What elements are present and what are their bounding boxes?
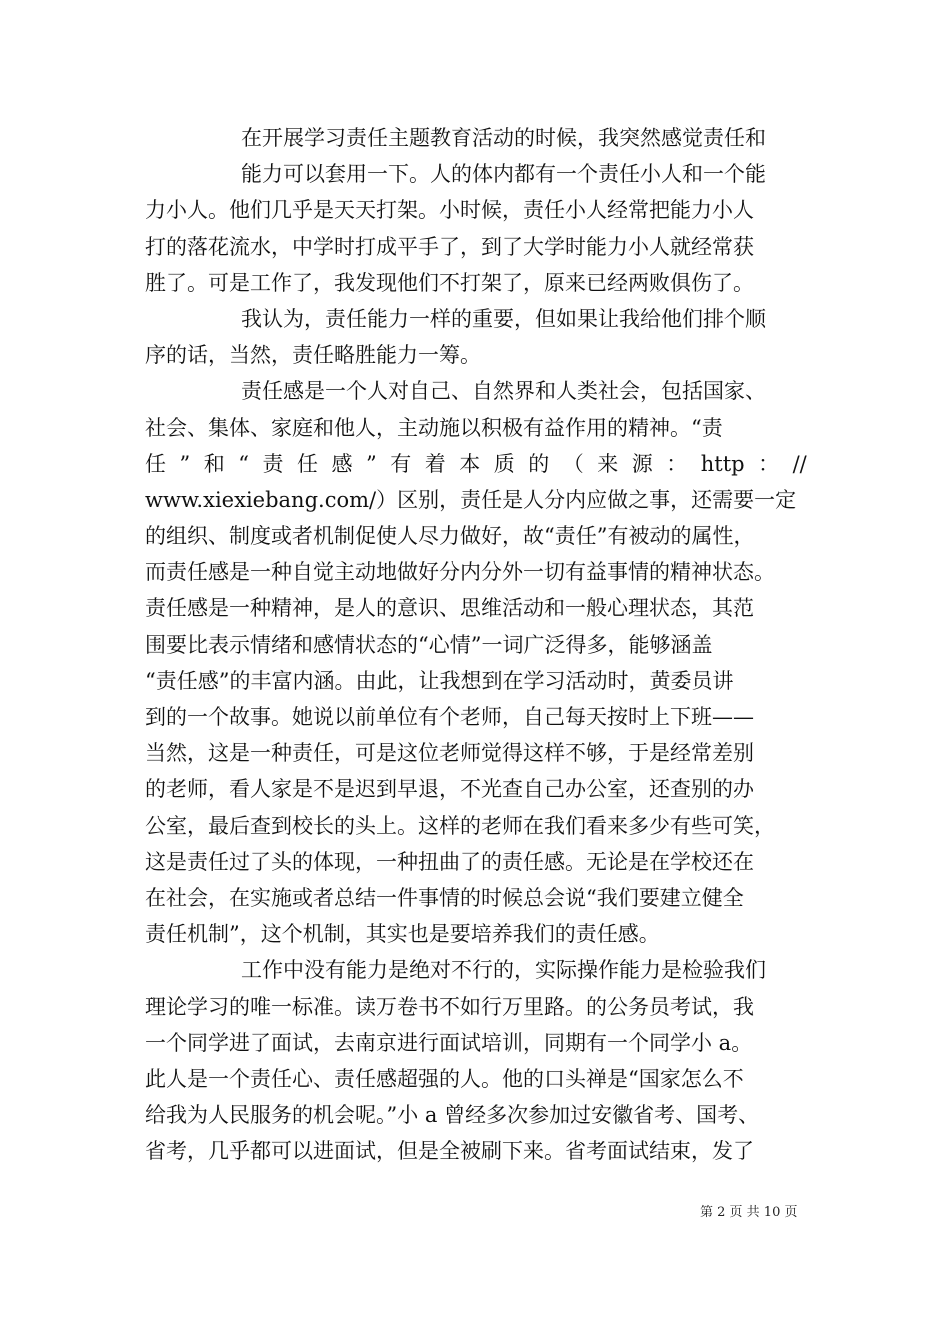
- text-line: 在开展学习责任主题教育活动的时候，我突然感觉责任和: [241, 126, 766, 150]
- page-number: 第 2 页 共 10 页: [700, 1205, 798, 1220]
- text-token: //: [792, 451, 807, 476]
- text-line: “责任感”的丰富内涵。由此，让我想到在学习活动时，黄委员讲: [145, 668, 734, 693]
- text-token: 和: [203, 451, 225, 476]
- text-token: ”: [179, 451, 191, 476]
- text-token: ：: [666, 451, 688, 476]
- text-line: 的组织、制度或者机制促使人尽力做好，故“责任”有被动的属性，: [145, 524, 755, 549]
- text-token: 源: [631, 451, 653, 476]
- text-token: 来: [597, 451, 619, 476]
- text-line: 而责任感是一种自觉主动地做好分内分外一切有益事情的精神状态。: [145, 560, 775, 585]
- text-token: 感: [331, 451, 353, 476]
- text-token: 责: [262, 451, 284, 476]
- text-line: 在社会，在实施或者总结一件事情的时候总会说“我们要建立健全: [145, 885, 744, 910]
- text-line: 此人是一个责任心、责任感超强的人。他的口头禅是“国家怎么不: [145, 1066, 744, 1091]
- text-line: 这是责任过了头的体现，一种扭曲了的责任感。无论是在学校还在: [145, 849, 754, 874]
- text-line: 到的一个故事。她说以前单位有个老师，自己每天按时上下班——: [145, 705, 754, 729]
- text-token: “: [238, 451, 249, 476]
- text-line: 打的落花流水，中学时打成平手了，到了大学时能力小人就经常获: [145, 234, 754, 259]
- text-line: 一个同学进了面试，去南京进行面试培训，同期有一个同学小 a。: [145, 1030, 753, 1055]
- text-line: 工作中没有能力是绝对不行的，实际操作能力是检验我们: [241, 958, 766, 983]
- text-line: 社会、集体、家庭和他人，主动施以积极有益作用的精神。“责: [145, 415, 723, 440]
- text-line: 的老师，看人家是不是迟到早退，不光查自己办公室，还查别的办: [145, 777, 754, 802]
- text-line: 序的话，当然，责任略胜能力一筹。: [145, 343, 481, 368]
- text-line: 我认为，责任能力一样的重要，但如果让我给他们排个顺: [241, 306, 766, 331]
- text-token: （: [562, 451, 584, 476]
- text-token: 本: [459, 451, 481, 476]
- text-token: http: [700, 451, 745, 476]
- text-token: 任: [145, 451, 166, 476]
- text-line: 力小人。他们几乎是天天打架。小时候，责任小人经常把能力小人: [145, 198, 754, 223]
- document-body: [145, 120, 807, 1169]
- text-line: 能力可以套用一下。人的体内都有一个责任小人和一个能: [241, 162, 766, 187]
- text-line: 给我为人民服务的机会呢。”小 a 曾经多次参加过安徽省考、国考、: [145, 1103, 760, 1128]
- text-token: 质: [493, 451, 515, 476]
- text-line: 围要比表示情绪和感情状态的“心情”一词广泛得多，能够涵盖: [145, 632, 713, 657]
- text-line: 责任感是一个人对自己、自然界和人类社会，包括国家、: [241, 379, 766, 404]
- text-line: 责任感是一种精神，是人的意识、思维活动和一般心理状态，其范: [145, 596, 754, 621]
- text-line: 当然，这是一种责任，可是这位老师觉得这样不够，于是经常差别: [145, 741, 754, 766]
- text-line: 省考，几乎都可以进面试，但是全被刷下来。省考面试结束，发了: [145, 1139, 754, 1164]
- text-token: ”: [366, 451, 377, 476]
- text-line: 理论学习的唯一标准。读万卷书不如行万里路。的公务员考试，我: [145, 994, 754, 1019]
- text-token: 着: [424, 451, 446, 476]
- text-line: www.xiexiebang.com/）区别，责任是人分内应做之事，还需要一定: [145, 487, 797, 512]
- text-line: 责任机制”，这个机制，其实也是要培养我们的责任感。: [145, 922, 660, 947]
- text-line: 公室，最后查到校长的头上。这样的老师在我们看来多少有些可笑，: [145, 813, 775, 838]
- text-line: 胜了。可是工作了，我发现他们不打架了，原来已经两败俱伤了。: [145, 270, 754, 295]
- text-token: 的: [528, 451, 550, 476]
- text-token: ：: [758, 451, 780, 476]
- text-token: 有: [390, 451, 412, 476]
- text-line-justified: [145, 446, 807, 482]
- text-token: 任: [297, 451, 318, 476]
